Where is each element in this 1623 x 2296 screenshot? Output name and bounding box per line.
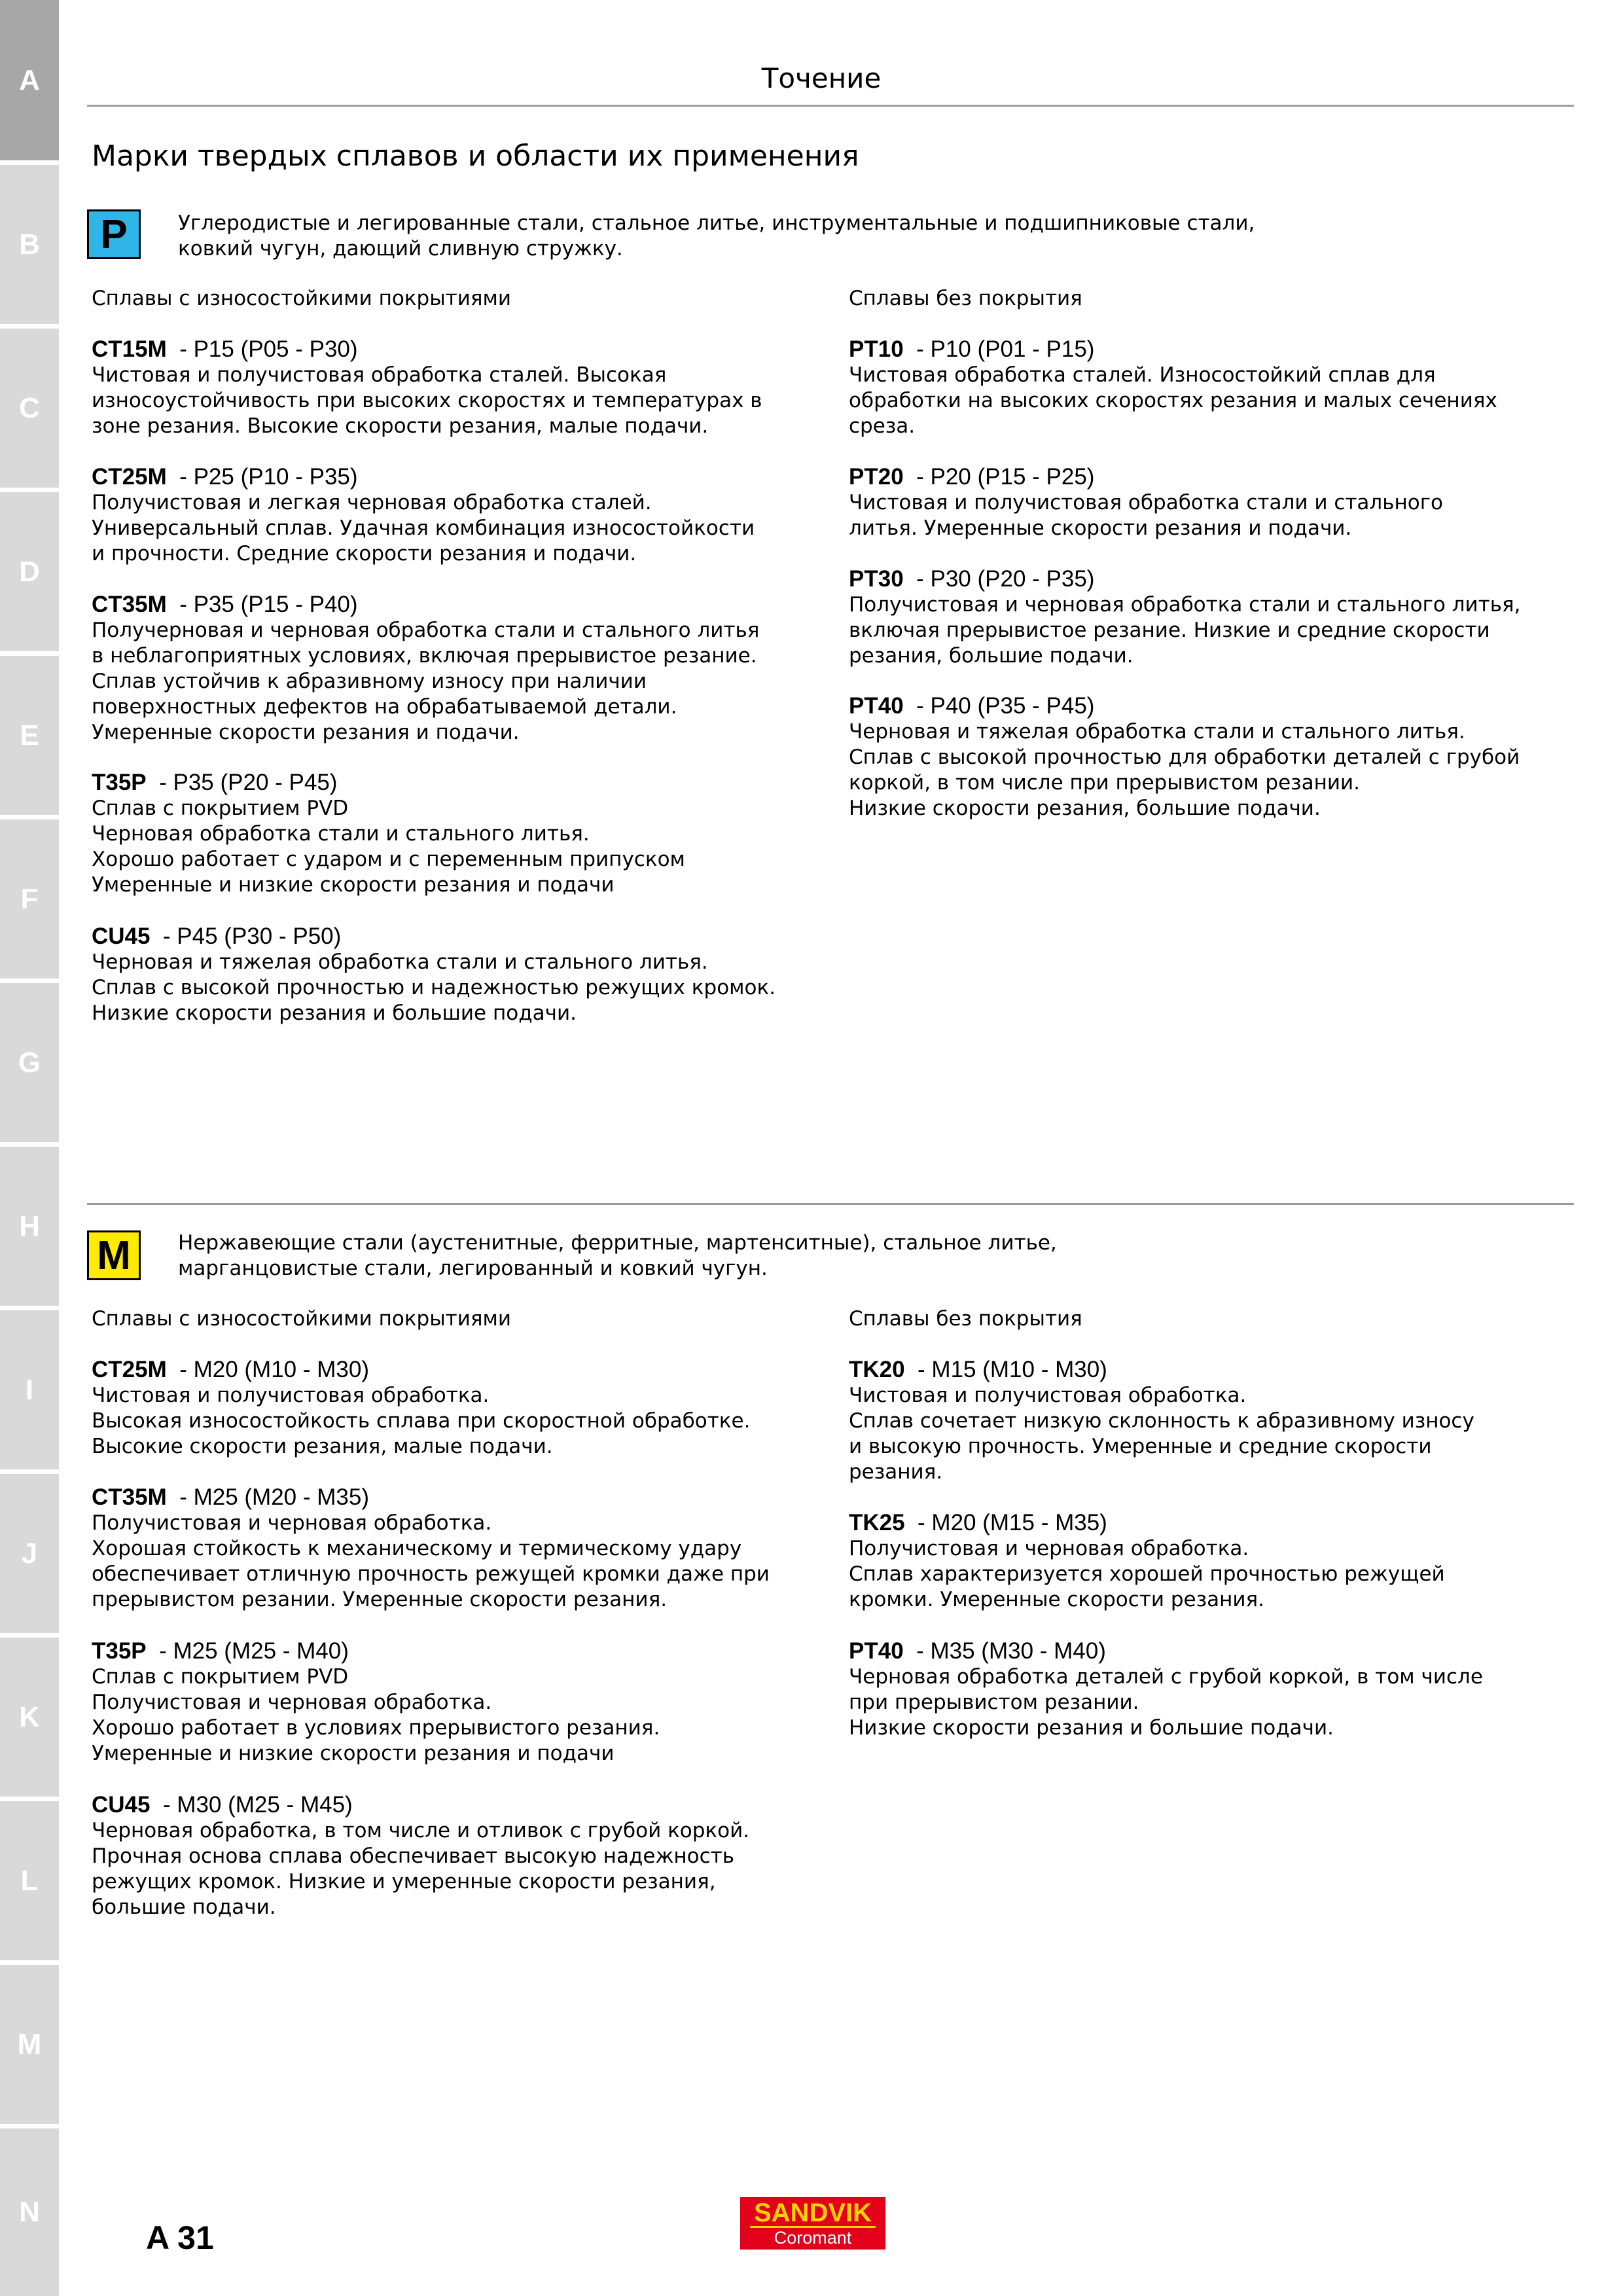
section-m-uncoated-heading: Сплавы без покрытия — [849, 1307, 1082, 1331]
grade-pt10-p: PT10 - P10 (P01 - P15) Чистовая обработка сталей. Износостойкий сплав для обработки на высоких скоростях резания и малых сечениях среза. — [849, 336, 1497, 438]
grade-range: - P35 (P15 - P40) — [166, 592, 358, 617]
grade-code: CT25M — [92, 464, 167, 490]
logo-subbrand: Coromant — [774, 2227, 852, 2248]
grade-code: CT35M — [92, 592, 167, 617]
grade-code: CT35M — [92, 1484, 167, 1510]
tab-i[interactable]: I — [0, 1310, 59, 1469]
tab-g[interactable]: G — [0, 983, 59, 1142]
grade-code: T35P — [92, 770, 147, 795]
grade-tk25-m: TK25 - M20 (M15 - M35) Получистовая и черновая обработка. Сплав характеризуется хорошей прочностью режущей кромки. Умеренные скорости резания. — [849, 1510, 1445, 1611]
page-number: A 31 — [146, 2219, 214, 2256]
section-divider — [87, 1203, 1574, 1205]
tab-k[interactable]: K — [0, 1638, 59, 1797]
grade-ct15m-p: CT15M - P15 (P05 - P30) Чистовая и получистовая обработка сталей. Высокая износоустойчивость при высоких скоростях и температурах в зоне резания. Высокие скорости резания, малые подачи. — [92, 336, 762, 438]
tab-l[interactable]: L — [0, 1801, 59, 1960]
grade-code: TK20 — [849, 1357, 905, 1382]
grade-range: - M20 (M15 - M35) — [904, 1510, 1107, 1535]
header-title: Точение — [761, 62, 882, 94]
grade-range: - P10 (P01 - P15) — [903, 336, 1095, 362]
section-tabs — [0, 0, 59, 2296]
grade-code: CT15M — [92, 336, 167, 362]
grade-range: - M35 (M30 - M40) — [903, 1638, 1106, 1664]
grade-t35p-m: T35P - M25 (M25 - M40) Сплав с покрытием PVD Получистовая и черновая обработка. Хорошо работает в условиях прерывистого резания. Умеренные и низкие скорости резания и подачи — [92, 1638, 660, 1765]
grade-pt30-p: PT30 - P30 (P20 - P35) Получистовая и черновая обработка стали и стального литья, включая прерывистое резание. Низкие и средние скорости резания, большие подачи. — [849, 566, 1521, 668]
grade-range: - M25 (M20 - M35) — [166, 1484, 369, 1510]
tab-e[interactable]: E — [0, 656, 59, 815]
grade-range: - P20 (P15 - P25) — [903, 464, 1095, 490]
grade-range: - M25 (M25 - M40) — [146, 1638, 349, 1664]
tab-c[interactable]: C — [0, 329, 59, 488]
grade-pt20-p: PT20 - P20 (P15 - P25) Чистовая и получистовая обработка стали и стального литья. Умеренные скорости резания и подачи. — [849, 464, 1443, 540]
grade-range: - P45 (P30 - P50) — [150, 924, 342, 949]
tab-n[interactable]: N — [0, 2128, 59, 2296]
grade-range: - P25 (P10 - P35) — [166, 464, 358, 490]
grade-range: - M20 (M10 - M30) — [166, 1357, 369, 1382]
grade-code: PT40 — [849, 693, 904, 719]
grade-ct35m-p: CT35M - P35 (P15 - P40) Получерновая и черновая обработка стали и стального литья в неблагоприятных условиях, включая прерывистое резание. Сплав устойчив к абразивному износу при наличии поверхностных дефектов на обрабатываемой детали. Умеренные скорости резания и подачи. — [92, 592, 760, 744]
grade-ct25m-p: CT25M - P25 (P10 - P35) Получистовая и легкая черновая обработка сталей. Универсальный сплав. Удачная комбинация износостойкости и прочности. Средние скорости резания и подачи. — [92, 464, 755, 565]
grade-pt40-p: PT40 - P40 (P35 - P45) Черновая и тяжелая обработка стали и стального литья. Сплав с высокой прочностью для обработки деталей с грубой коркой, в том числе при прерывистом резании. Низкие скорости резания, большие подачи. — [849, 693, 1520, 820]
tab-h[interactable]: H — [0, 1147, 59, 1306]
grade-code: PT30 — [849, 566, 904, 592]
section-p-intro: Углеродистые и легированные стали, стальное литье, инструментальные и подшипниковые стали, ковкий чугун, дающий сливную стружку. — [178, 211, 1255, 260]
grade-code: CT25M — [92, 1357, 167, 1382]
iso-m-badge: M — [87, 1230, 141, 1280]
grade-tk20-m: TK20 - M15 (M10 - M30) Чистовая и получистовая обработка. Сплав сочетает низкую склонность к абразивному износу и высокую прочность. Умеренные и средние скорости резания. — [849, 1357, 1474, 1484]
grade-range: - P35 (P20 - P45) — [146, 770, 338, 795]
grade-code: PT20 — [849, 464, 904, 490]
grade-code: CU45 — [92, 924, 151, 949]
grade-range: - M30 (M25 - M45) — [150, 1792, 353, 1818]
grade-cu45-m: CU45 - M30 (M25 - M45) Черновая обработка, в том числе и отливок с грубой коркой. Прочная основа сплава обеспечивает высокую надежность режущих кромок. Низкие и умеренные скорости резания, большие подачи. — [92, 1792, 750, 1919]
grade-code: TK25 — [849, 1510, 905, 1535]
section-p-uncoated-heading: Сплавы без покрытия — [849, 287, 1082, 310]
tab-a[interactable]: A — [0, 0, 59, 160]
section-m-intro: Нержавеющие стали (аустенитные, ферритные, мартенситные), стальное литье, марганцовистые стали, легированный и ковкий чугун. — [178, 1231, 1057, 1280]
grade-code: PT10 — [849, 336, 904, 362]
tab-f[interactable]: F — [0, 819, 59, 978]
section-m-coated-heading: Сплавы с износостойкими покрытиями — [92, 1307, 512, 1331]
grade-range: - M15 (M10 - M30) — [904, 1357, 1107, 1382]
page-title: Марки твердых сплавов и области их применения — [92, 139, 859, 173]
logo-brand: SANDVIK — [750, 2200, 876, 2228]
grade-range: - P40 (P35 - P45) — [903, 693, 1095, 719]
grade-ct25m-m: CT25M - M20 (M10 - M30) Чистовая и получистовая обработка. Высокая износостойкость сплава при скоростной обработке. Высокие скорости резания, малые подачи. — [92, 1357, 751, 1458]
sandvik-coromant-logo — [740, 2197, 885, 2250]
grade-cu45-p: CU45 - P45 (P30 - P50) Черновая и тяжелая обработка стали и стального литья. Сплав с высокой прочностью и надежностью режущих кромок. Низкие скорости резания и большие подачи. — [92, 924, 776, 1025]
header-divider — [87, 105, 1574, 107]
grade-range: - P15 (P05 - P30) — [166, 336, 358, 362]
grade-code: T35P — [92, 1638, 147, 1664]
tab-m[interactable]: M — [0, 1965, 59, 2124]
tab-j[interactable]: J — [0, 1474, 59, 1633]
grade-pt40-m: PT40 - M35 (M30 - M40) Черновая обработка деталей с грубой коркой, в том числе при прерывистом резании. Низкие скорости резания и большие подачи. — [849, 1638, 1483, 1740]
grade-code: PT40 — [849, 1638, 904, 1664]
iso-p-badge: P — [87, 209, 141, 259]
tab-d[interactable]: D — [0, 492, 59, 651]
tab-b[interactable]: B — [0, 165, 59, 324]
grade-range: - P30 (P20 - P35) — [903, 566, 1095, 592]
grade-ct35m-m: CT35M - M25 (M20 - M35) Получистовая и черновая обработка. Хорошая стойкость к механическому и термическому удару обеспечивает отличную прочность режущей кромки даже при прерывистом резании. Умеренные скорости резания. — [92, 1484, 770, 1611]
grade-code: CU45 — [92, 1792, 151, 1818]
section-p-coated-heading: Сплавы с износостойкими покрытиями — [92, 287, 512, 310]
grade-t35p-p: T35P - P35 (P20 - P45) Сплав с покрытием PVD Черновая обработка стали и стального литья. Хорошо работает с ударом и с переменным припуском Умеренные и низкие скорости резания и подачи — [92, 770, 685, 897]
